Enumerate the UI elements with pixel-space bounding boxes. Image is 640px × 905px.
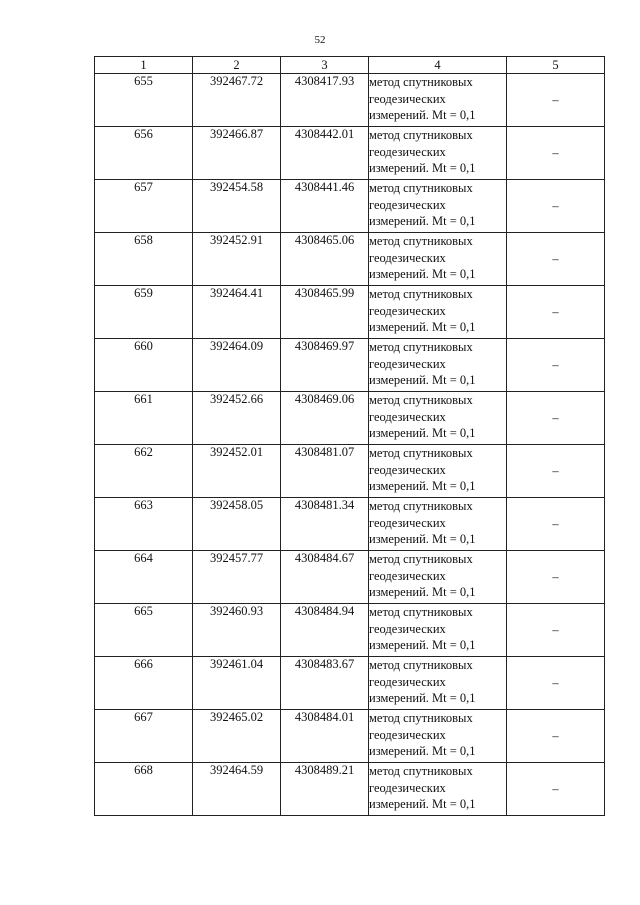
table-row [95,551,605,604]
note-cell: – [507,339,605,392]
coordinate-y: 4308481.34 [281,498,369,551]
note-cell: – [507,763,605,816]
point-number: 665 [95,604,193,657]
method-description [369,763,507,816]
coordinate-y: 4308481.07 [281,445,369,498]
coordinate-x: 392452.66 [193,392,281,445]
method-line: метод спутниковых [369,393,473,407]
method-line: геодезических [369,515,446,530]
coordinate-x: 392458.05 [193,498,281,551]
table-row [95,127,605,180]
note-cell: – [507,233,605,286]
coordinate-y: 4308465.06 [281,233,369,286]
method-line: геодезических [369,674,446,689]
method-line: измерений. Mt = 0,1 [369,214,476,228]
method-description [369,445,507,498]
table-row [95,710,605,763]
method-description [369,286,507,339]
method-line: измерений. Mt = 0,1 [369,426,476,440]
table-row [95,286,605,339]
note-cell: – [507,445,605,498]
coordinate-y: 4308489.21 [281,763,369,816]
method-description [369,498,507,551]
method-line: метод спутниковых [369,234,473,248]
method-line: метод спутниковых [369,340,473,354]
method-line: измерений. Mt = 0,1 [369,320,476,334]
method-line: геодезических [369,409,446,424]
method-line: измерений. Mt = 0,1 [369,638,476,652]
method-line: метод спутниковых [369,181,473,195]
method-line: геодезических [369,250,446,265]
method-description [369,710,507,763]
method-line: метод спутниковых [369,75,473,89]
table-row [95,604,605,657]
table-row [95,233,605,286]
table-row [95,763,605,816]
coordinate-x: 392466.87 [193,127,281,180]
note-cell: – [507,127,605,180]
method-line: метод спутниковых [369,764,473,778]
coordinate-x: 392460.93 [193,604,281,657]
note-cell: – [507,551,605,604]
method-line: геодезических [369,356,446,371]
coordinate-y: 4308417.93 [281,74,369,127]
method-line: измерений. Mt = 0,1 [369,744,476,758]
point-number: 666 [95,657,193,710]
header-row [95,57,605,74]
point-number: 655 [95,74,193,127]
method-line: измерений. Mt = 0,1 [369,585,476,599]
method-description [369,339,507,392]
method-line: геодезических [369,91,446,106]
method-description [369,180,507,233]
method-line: измерений. Mt = 0,1 [369,373,476,387]
method-description [369,127,507,180]
point-number: 664 [95,551,193,604]
note-cell: – [507,657,605,710]
point-number: 660 [95,339,193,392]
method-line: геодезических [369,197,446,212]
method-line: геодезических [369,621,446,636]
note-cell: – [507,498,605,551]
column-header: 1 [95,57,193,74]
method-line: метод спутниковых [369,499,473,513]
note-cell: – [507,286,605,339]
coordinate-x: 392452.91 [193,233,281,286]
method-line: измерений. Mt = 0,1 [369,479,476,493]
coordinate-x: 392464.41 [193,286,281,339]
table-row [95,392,605,445]
coordinate-x: 392465.02 [193,710,281,763]
method-description [369,604,507,657]
note-cell: – [507,710,605,763]
coordinate-y: 4308441.46 [281,180,369,233]
method-line: измерений. Mt = 0,1 [369,532,476,546]
column-header: 3 [281,57,369,74]
coordinate-x: 392464.59 [193,763,281,816]
coordinate-y: 4308484.94 [281,604,369,657]
note-cell: – [507,604,605,657]
note-cell: – [507,180,605,233]
method-line: измерений. Mt = 0,1 [369,161,476,175]
point-number: 656 [95,127,193,180]
column-header: 4 [369,57,507,74]
coordinate-x: 392457.77 [193,551,281,604]
method-line: метод спутниковых [369,552,473,566]
method-line: геодезических [369,780,446,795]
coordinate-x: 392464.09 [193,339,281,392]
coordinates-table [94,56,605,816]
coordinate-y: 4308442.01 [281,127,369,180]
coordinate-y: 4308484.01 [281,710,369,763]
point-number: 661 [95,392,193,445]
point-number: 659 [95,286,193,339]
method-line: метод спутниковых [369,711,473,725]
coordinate-y: 4308469.06 [281,392,369,445]
coordinate-y: 4308465.99 [281,286,369,339]
point-number: 663 [95,498,193,551]
point-number: 657 [95,180,193,233]
note-cell: – [507,392,605,445]
table-row [95,498,605,551]
note-cell: – [507,74,605,127]
coordinate-x: 392467.72 [193,74,281,127]
coordinate-y: 4308484.67 [281,551,369,604]
method-line: метод спутниковых [369,287,473,301]
table-row [95,445,605,498]
coordinate-y: 4308483.67 [281,657,369,710]
table-row [95,657,605,710]
method-line: геодезических [369,727,446,742]
method-line: метод спутниковых [369,446,473,460]
method-description [369,392,507,445]
method-description [369,233,507,286]
method-description [369,74,507,127]
column-header: 5 [507,57,605,74]
method-line: метод спутниковых [369,605,473,619]
method-description [369,657,507,710]
table-body [95,74,605,816]
method-description [369,551,507,604]
column-header: 2 [193,57,281,74]
method-line: метод спутниковых [369,658,473,672]
coordinate-x: 392454.58 [193,180,281,233]
point-number: 668 [95,763,193,816]
method-line: геодезических [369,568,446,583]
table-row [95,339,605,392]
coordinate-x: 392452.01 [193,445,281,498]
point-number: 662 [95,445,193,498]
method-line: измерений. Mt = 0,1 [369,797,476,811]
point-number: 658 [95,233,193,286]
method-line: геодезических [369,144,446,159]
page-number: 52 [314,34,326,46]
table-row [95,180,605,233]
coordinate-y: 4308469.97 [281,339,369,392]
table-row [95,74,605,127]
method-line: измерений. Mt = 0,1 [369,108,476,122]
method-line: измерений. Mt = 0,1 [369,691,476,705]
method-line: геодезических [369,462,446,477]
method-line: геодезических [369,303,446,318]
coordinate-x: 392461.04 [193,657,281,710]
method-line: измерений. Mt = 0,1 [369,267,476,281]
method-line: метод спутниковых [369,128,473,142]
point-number: 667 [95,710,193,763]
